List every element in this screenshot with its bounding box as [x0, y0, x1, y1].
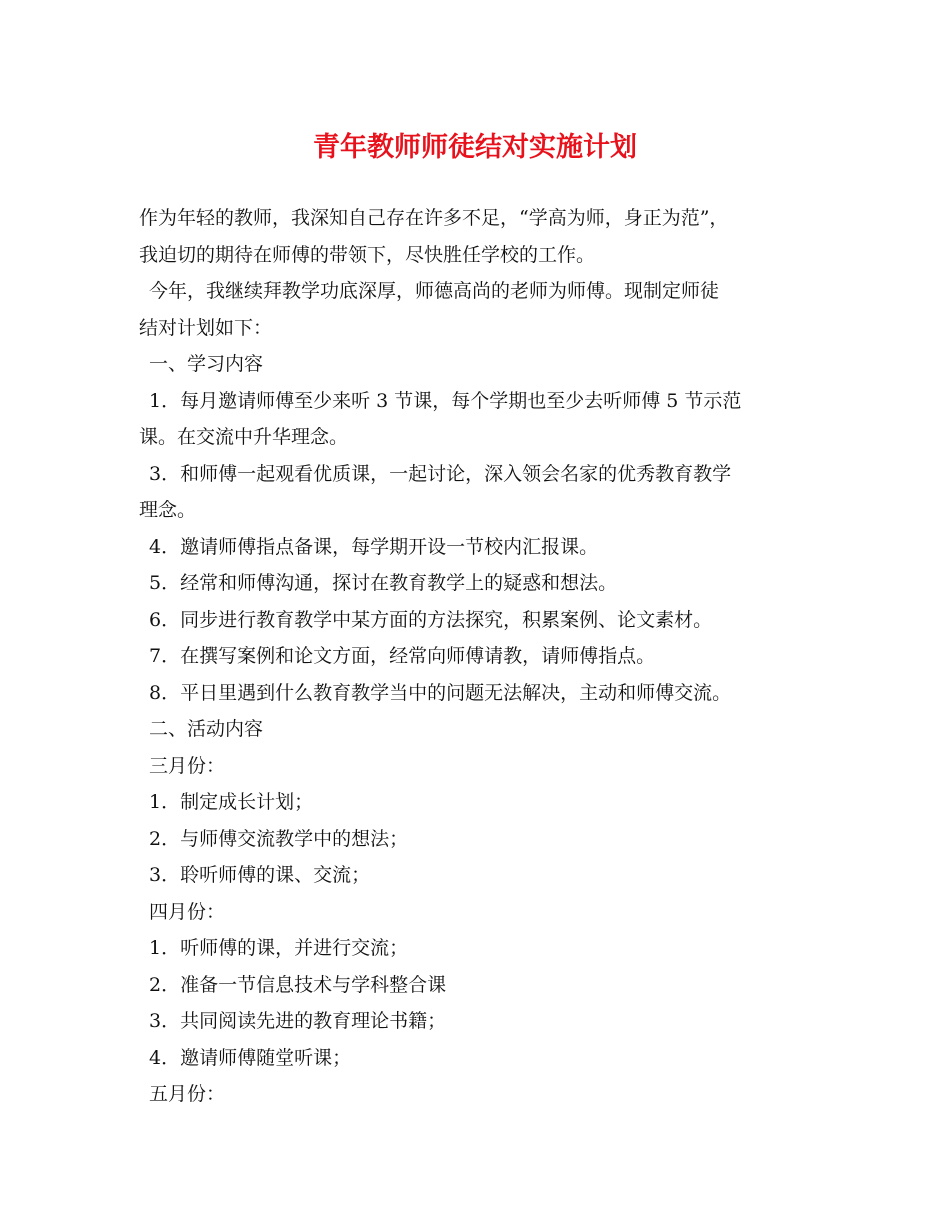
text-line: 四月份： — [149, 900, 226, 923]
text-line: 1．听师傅的课，并进行交流； — [149, 937, 409, 959]
text-line: 我迫切的期待在师傅的带领下，尽快胜任学校的工作。 — [139, 243, 596, 266]
text-line: 4．邀请师傅指点备课，每学期开设一节校内汇报课。 — [149, 535, 599, 558]
text-line: 3．和师傅一起观看优质课，一起讨论，深入领会名家的优秀教育教学 — [149, 462, 732, 485]
document-body — [139, 200, 829, 1113]
text-line: 课。在交流中升华理念。 — [139, 426, 349, 448]
text-line: 三月份： — [149, 754, 226, 777]
text-line: 4．邀请师傅随堂听课； — [149, 1046, 352, 1069]
text-line: 1．每月邀请师傅至少来听 3 节课，每个学期也至少去听师傅 5 节示范 — [149, 389, 742, 412]
document-title: 青年教师师徒结对实施计划 — [313, 132, 637, 163]
text-line: 8．平日里遇到什么教育教学当中的问题无法解决，主动和师傅交流。 — [149, 681, 732, 704]
text-line: 2．与师傅交流教学中的想法； — [149, 827, 409, 850]
text-line: 今年，我继续拜教学功底深厚，师德高尚的老师为师傅。现制定师徒 — [149, 280, 720, 302]
text-line: 3．共同阅读先进的教育理论书籍； — [149, 1010, 447, 1032]
text-line: 二、活动内容 — [149, 718, 264, 740]
text-line: 6．同步进行教育教学中某方面的方法探究，积累案例、论文素材。 — [149, 608, 713, 631]
text-line: 作为年轻的教师，我深知自己存在许多不足，“学高为师，身正为范”， — [139, 207, 729, 229]
text-line: 5．经常和师傅沟通，探讨在教育教学上的疑惑和想法。 — [149, 572, 618, 594]
text-line: 1．制定成长计划； — [149, 791, 314, 813]
text-line: 一、学习内容 — [149, 353, 264, 375]
text-line: 五月份： — [149, 1083, 226, 1105]
text-line: 2．准备一节信息技术与学科整合课 — [149, 973, 447, 996]
text-line: 结对计划如下： — [139, 316, 273, 339]
text-line: 7．在撰写案例和论文方面，经常向师傅请教，请师傅指点。 — [149, 645, 656, 667]
text-line: 理念。 — [139, 499, 197, 521]
text-line: 3．聆听师傅的课、交流； — [149, 864, 371, 886]
